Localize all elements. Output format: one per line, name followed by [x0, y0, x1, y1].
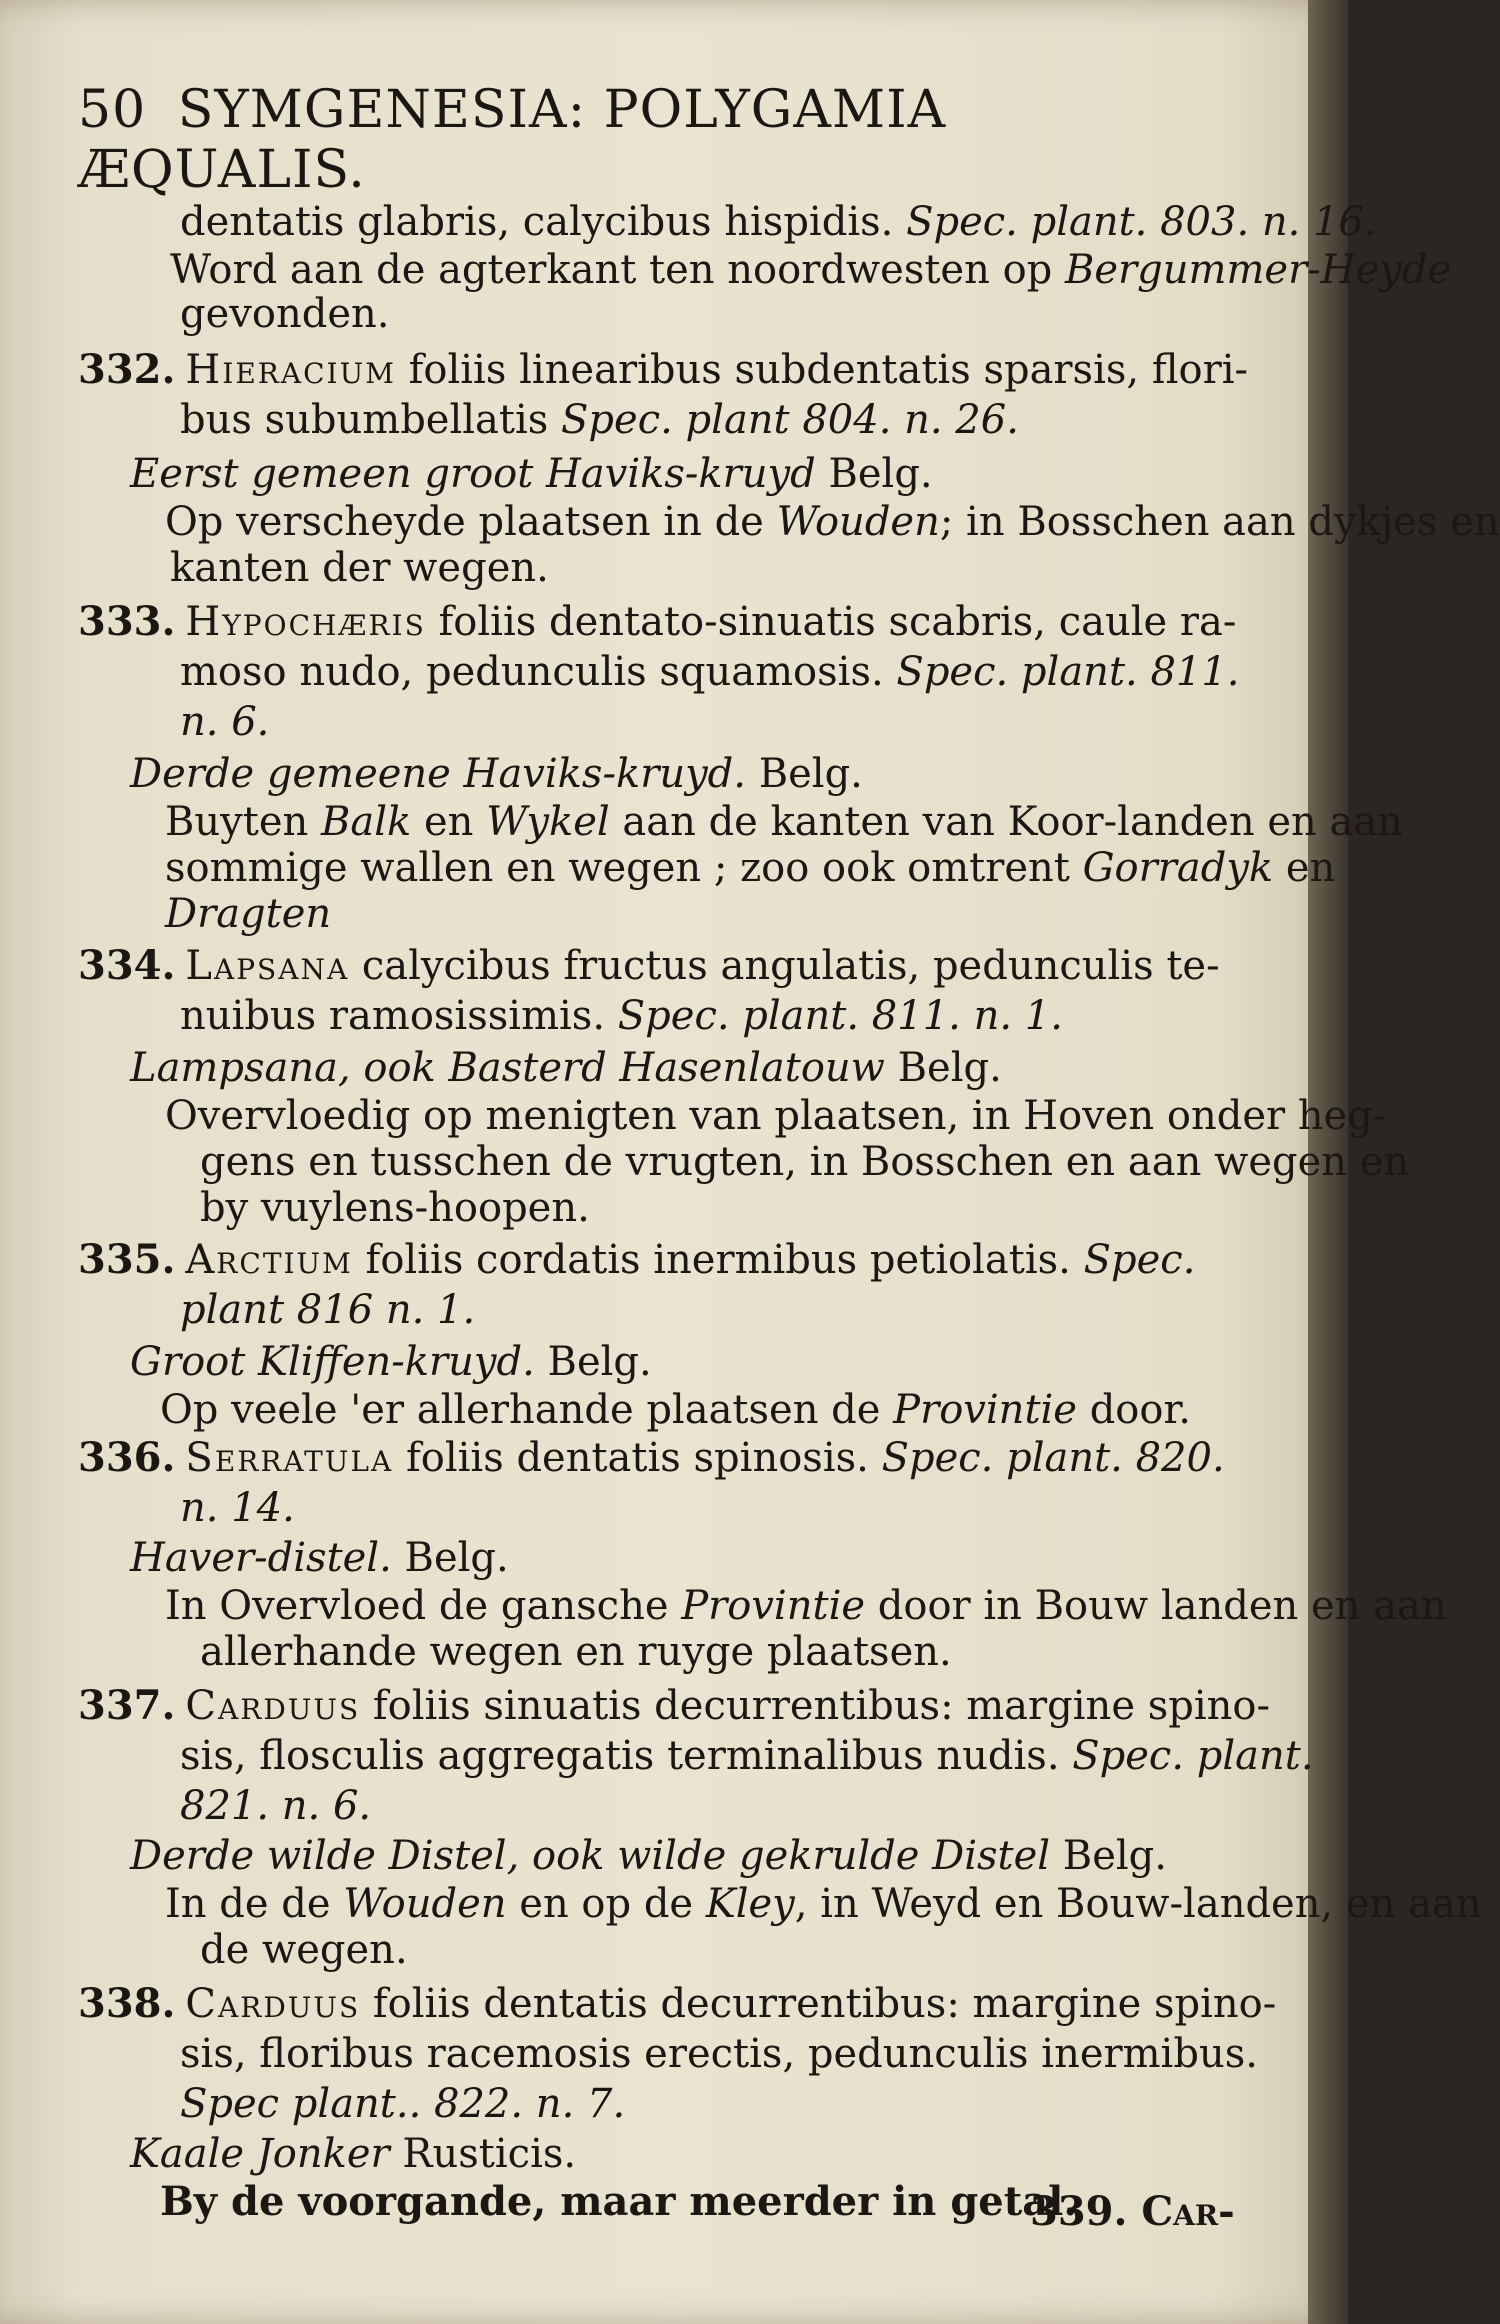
- vernacular-name: Eerst gemeen groot Haviks-kruyd Belg.: [130, 451, 933, 497]
- vernacular-name: Kaale Jonker Rusticis.: [130, 2131, 577, 2177]
- text-line: sis, flosculis aggregatis terminalibus nudis. Spec. plant.: [180, 1733, 1314, 1779]
- text-line: 821. n. 6.: [180, 1783, 372, 1829]
- habitat-line: Op veele 'er allerhande plaatsen de Provintie door.: [160, 1387, 1191, 1433]
- habitat-line: de wegen.: [200, 1927, 408, 1973]
- entry-337: 337. Carduus foliis sinuatis decurrentibus: margine spino-: [78, 1682, 1270, 1729]
- habitat-line: Op verscheyde plaatsen in de Wouden; in Bosschen aan dykjes en: [165, 499, 1500, 545]
- entry-332: 332. Hieracium foliis linearibus subdentatis sparsis, flori-: [78, 346, 1249, 393]
- habitat-line: Word aan de agterkant ten noordwesten op Bergummer-Heyde: [170, 247, 1452, 293]
- vernacular-name: Lampsana, ook Basterd Hasenlatouw Belg.: [130, 1045, 1002, 1091]
- habitat-line: gens en tusschen de vrugten, in Bosschen en aan wegen en: [200, 1139, 1410, 1185]
- page-number: 50: [78, 80, 147, 140]
- habitat-line: In de de Wouden en op de Kley, in Weyd en Bouw-landen, en aan: [165, 1881, 1482, 1927]
- vernacular-name: Derde wilde Distel, ook wilde gekrulde Distel Belg.: [130, 1833, 1167, 1879]
- habitat-line: In Overvloed de gansche Provintie door in Bouw landen en aan: [165, 1583, 1447, 1629]
- vernacular-name: Groot Kliffen-kruyd. Belg.: [130, 1339, 652, 1385]
- vernacular-name: Haver-distel. Belg.: [130, 1535, 509, 1581]
- habitat-line: kanten der wegen.: [170, 545, 549, 591]
- entry-335: 335. Arctium foliis cordatis inermibus petiolatis. Spec.: [78, 1236, 1196, 1283]
- text-line: n. 6.: [180, 699, 270, 745]
- habitat-line: sommige wallen en wegen ; zoo ook omtrent Gorradyk en: [165, 845, 1336, 891]
- vernacular-name: Derde gemeene Haviks-kruyd. Belg.: [130, 751, 863, 797]
- running-head: [78, 80, 1238, 200]
- text-line: sis, floribus racemosis erectis, pedunculis inermibus.: [180, 2031, 1258, 2077]
- text-line: moso nudo, pedunculis squamosis. Spec. plant. 811.: [180, 649, 1240, 695]
- text-line: bus subumbellatis Spec. plant 804. n. 26.: [180, 397, 1019, 443]
- habitat-line: Overvloedig op menigten van plaatsen, in Hoven onder heg-: [165, 1093, 1387, 1139]
- habitat-line: By de voorgande, maar meerder in getal.: [160, 2178, 1078, 2225]
- text-line: Spec plant.. 822. n. 7.: [180, 2081, 626, 2127]
- text-line: dentatis glabris, calycibus hispidis. Spec. plant. 803. n. 16.: [180, 199, 1377, 245]
- entry-336: 336. Serratula foliis dentatis spinosis. Spec. plant. 820.: [78, 1434, 1225, 1481]
- running-title: SYMGENESIA: POLYGAMIA ÆQUALIS.: [78, 80, 947, 200]
- entry-333: 333. Hypochæris foliis dentato-sinuatis scabris, caule ra-: [78, 598, 1237, 645]
- text-line: nuibus ramosissimis. Spec. plant. 811. n. 1.: [180, 993, 1063, 1039]
- habitat-line: allerhande wegen en ruyge plaatsen.: [200, 1629, 952, 1675]
- catchword: 339. Car-: [1030, 2188, 1235, 2235]
- text-line: plant 816 n. 1.: [180, 1287, 476, 1333]
- text-line: n. 14.: [180, 1485, 295, 1531]
- entry-338: 338. Carduus foliis dentatis decurrentibus: margine spino-: [78, 1980, 1277, 2027]
- habitat-line: Dragten: [165, 891, 332, 937]
- habitat-line: Buyten Balk en Wykel aan de kanten van Koor-landen en aan: [165, 799, 1403, 845]
- habitat-line: by vuylens-hoopen.: [200, 1185, 590, 1231]
- entry-334: 334. Lapsana calycibus fructus angulatis, pedunculis te-: [78, 942, 1220, 989]
- habitat-line: gevonden.: [180, 291, 390, 337]
